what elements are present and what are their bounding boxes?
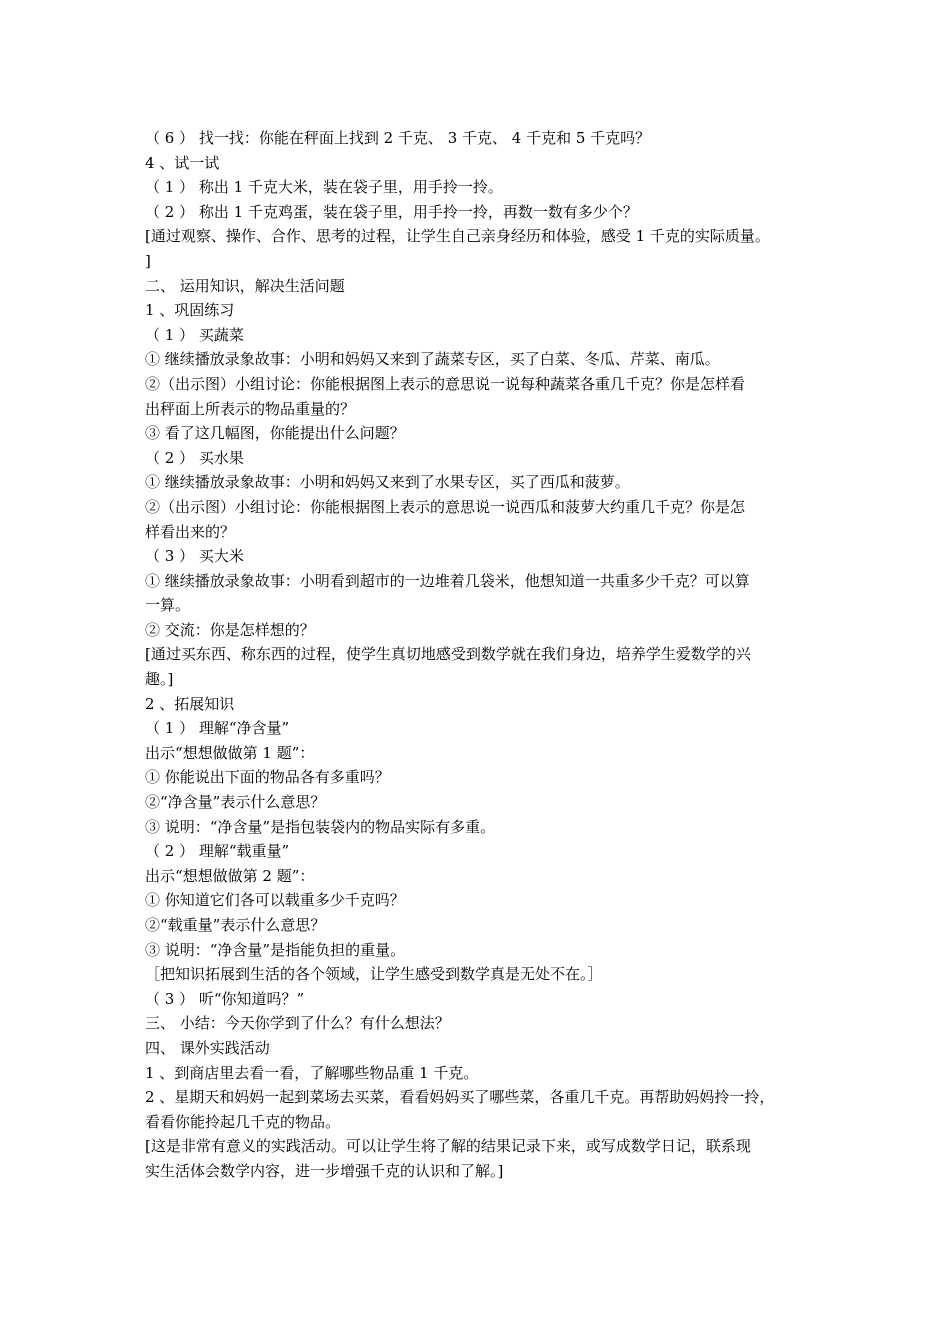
text-line: ① 你知道它们各可以载重多少千克吗？ xyxy=(145,891,405,910)
section-heading: 2 、拓展知识 xyxy=(145,694,235,713)
annotation-line: [通过观察、操作、合作、思考的过程，让学生自己亲身经历和体验，感受 1 千克的实际质量。 xyxy=(145,227,770,246)
text-line: 出示“想想做做第 1 题”： xyxy=(145,743,315,762)
text-line: 样看出来的？ xyxy=(145,522,236,541)
text-line: ③ 说明：“净含量”是指包装袋内的物品实际有多重。 xyxy=(145,817,496,836)
text-line: （ 3 ） 听“你知道吗？” xyxy=(145,989,305,1008)
text-line: ③ 看了这几幅图，你能提出什么问题？ xyxy=(145,424,405,443)
text-line: ②“载重量”表示什么意思？ xyxy=(145,916,326,934)
annotation-line: ［把知识拓展到生活的各个领域，让学生感受到数学真是无处不在。］ xyxy=(145,965,603,984)
text-line: ③ 说明：“净含量”是指能负担的重量。 xyxy=(145,940,406,959)
text-line: （ 2 ） 买水果 xyxy=(145,448,244,467)
text-line: ① 继续播放录象故事：小明看到超市的一边堆着几袋米，他想知道一共重多少千克？可以算 xyxy=(145,571,750,590)
text-line: ②（出示图）小组讨论：你能根据图上表示的意思说一说西瓜和菠萝大约重几千克？你是怎 xyxy=(145,497,746,516)
annotation-line: [通过买东西、称东西的过程，使学生真切地感受到数学就在我们身边，培养学生爱数学的兴 xyxy=(145,645,751,664)
annotation-line: 趣。] xyxy=(145,670,174,689)
text-line: ① 继续播放录象故事：小明和妈妈又来到了水果专区，买了西瓜和菠萝。 xyxy=(145,473,630,492)
text-line: （ 1 ） 买蔬菜 xyxy=(145,325,244,344)
text-line: 1 、到商店里去看一看，了解哪些物品重 1 千克。 xyxy=(145,1063,479,1082)
section-heading: 三、 小结：今天你学到了什么？有什么想法？ xyxy=(145,1014,450,1033)
section-heading: 4 、试一试 xyxy=(145,153,220,172)
section-heading: 四、 课外实践活动 xyxy=(145,1038,270,1057)
text-line: （ 3 ） 买大米 xyxy=(145,547,244,566)
text-line: 2 、星期天和妈妈一起到菜场去买菜，看看妈妈买了哪些菜，各重几千克。再帮助妈妈拎一拎， xyxy=(145,1088,775,1107)
section-heading: 1 、巩固练习 xyxy=(145,301,235,320)
text-line: 一算。 xyxy=(145,596,191,615)
text-line: （ 2 ） 理解“载重量” xyxy=(145,842,290,861)
text-line: （ 1 ） 称出 1 千克大米，装在袋子里，用手拎一拎。 xyxy=(145,178,503,197)
annotation-line: ] xyxy=(145,251,151,270)
annotation-line: 实生活体会数学内容，进一步增强千克的认识和了解。] xyxy=(145,1161,504,1180)
text-line: （ 1 ） 理解“净含量” xyxy=(145,719,290,738)
text-line: 出秤面上所表示的物品重量的？ xyxy=(145,399,356,418)
text-line: ②“净含量”表示什么意思？ xyxy=(145,793,326,812)
text-line: ②（出示图）小组讨论：你能根据图上表示的意思说一说每种蔬菜各重几千克？你是怎样看 xyxy=(145,374,746,393)
section-heading: 二、 运用知识，解决生活问题 xyxy=(145,276,345,295)
text-line: （ 2 ） 称出 1 千克鸡蛋，装在袋子里，用手拎一拎，再数一数有多少个？ xyxy=(145,202,638,221)
text-line: ① 你能说出下面的物品各有多重吗？ xyxy=(145,768,390,787)
text-line: ② 交流：你是怎样想的？ xyxy=(145,620,315,639)
document-body xyxy=(145,126,825,1184)
text-line: （ 6 ） 找一找：你能在秤面上找到 2 千克、 3 千克、 4 千克和 5 千克吗？ xyxy=(145,129,651,147)
annotation-line: [这是非常有意义的实践活动。可以让学生将了解的结果记录下来，或写成数学日记，联系现 xyxy=(145,1137,751,1156)
text-line: 出示“想想做做第 2 题”： xyxy=(145,866,315,885)
text-line: 看看你能拎起几千克的物品。 xyxy=(145,1112,341,1131)
text-line: ① 继续播放录象故事：小明和妈妈又来到了蔬菜专区，买了白菜、冬瓜、芹菜、南瓜。 xyxy=(145,350,720,369)
